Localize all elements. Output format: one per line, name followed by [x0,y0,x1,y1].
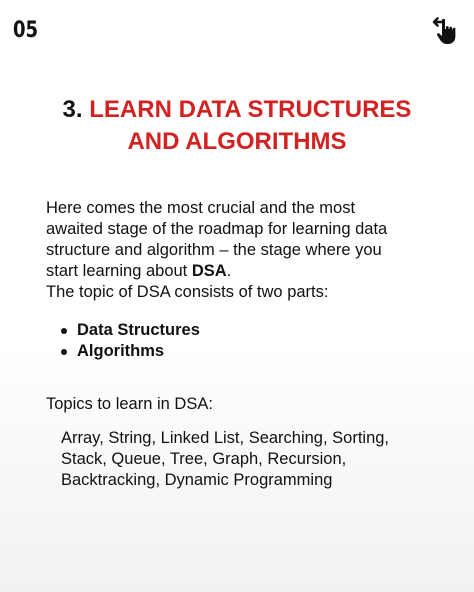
intro-line-5: The topic of DSA consists of two parts: [46,283,329,301]
intro-line-2: awaited stage of the roadmap for learning data [46,220,388,238]
topics-list [61,428,441,491]
intro-paragraph [46,198,446,303]
intro-line-4-prefix: start learning about [46,262,192,280]
swipe-left-hand-icon [432,16,462,46]
intro-line-1: Here comes the most crucial and the most [46,199,356,217]
intro-line-3: structure and algorithm – the stage where you [46,241,382,259]
section-heading [0,94,474,158]
list-item: Data Structures [60,320,200,341]
intro-line-4 [46,261,446,282]
heading-number: 3. [62,96,83,123]
topics-line: Stack, Queue, Tree, Graph, Recursion, [61,450,347,468]
heading-title-line-1: LEARN DATA STRUCTURES [89,96,412,123]
topics-line: Array, String, Linked List, Searching, Sorting, [61,429,390,447]
topics-line: Backtracking, Dynamic Programming [61,471,333,489]
dsa-parts-list [60,320,200,362]
intro-line-4-suffix: . [226,262,232,280]
heading-line-1 [0,94,474,126]
heading-title-line-2: AND ALGORITHMS [127,128,347,155]
topics-label: Topics to learn in DSA: [46,395,213,413]
page-number: 05 [13,18,39,43]
intro-line-4-bold: DSA [191,262,227,280]
list-item: Algorithms [60,341,200,362]
